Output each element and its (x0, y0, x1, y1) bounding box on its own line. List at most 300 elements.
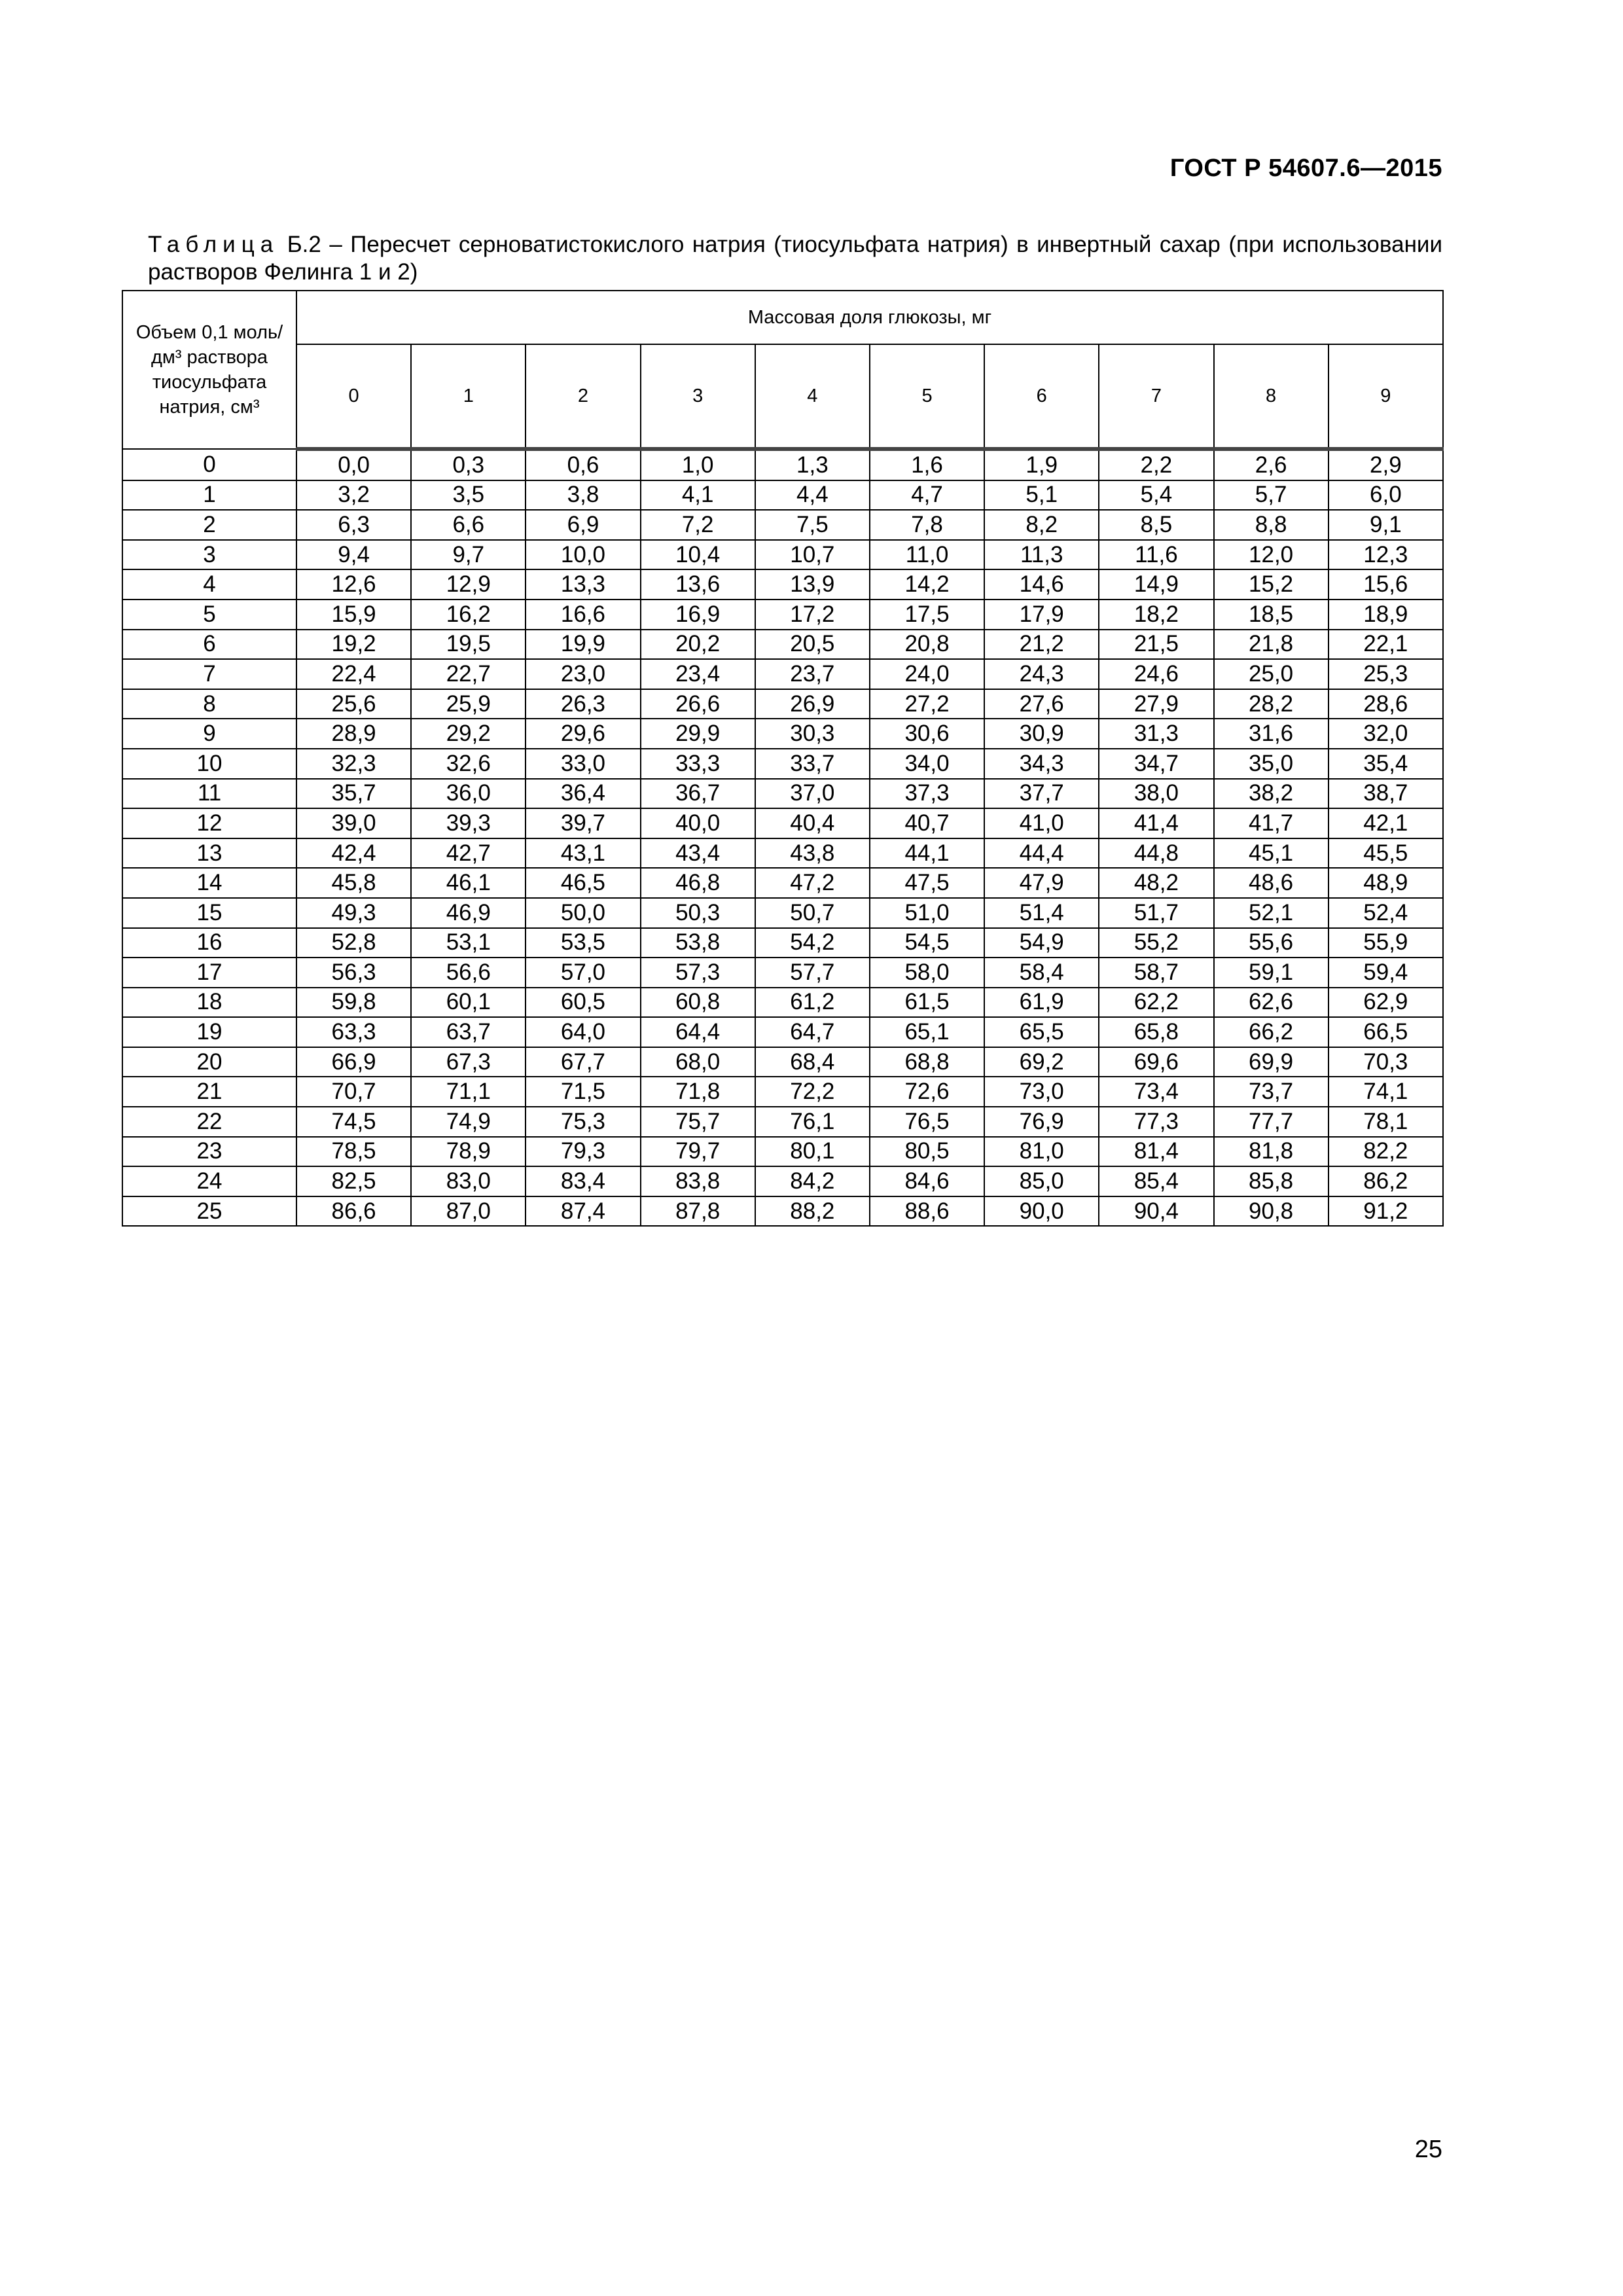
table-cell: 62,2 (1099, 988, 1213, 1018)
table-cell: 28,9 (296, 719, 411, 749)
table-cell: 60,1 (411, 988, 526, 1018)
table-cell: 25,6 (296, 689, 411, 719)
table-cell: 42,1 (1329, 808, 1443, 838)
table-cell: 27,6 (984, 689, 1099, 719)
table-cell: 6,9 (526, 510, 640, 540)
table-row (122, 868, 1443, 898)
row-label: 12 (122, 808, 296, 838)
table-cell: 91,2 (1329, 1196, 1443, 1227)
row-label: 10 (122, 749, 296, 779)
table-cell: 19,5 (411, 630, 526, 660)
row-label: 21 (122, 1077, 296, 1107)
table-cell: 90,0 (984, 1196, 1099, 1227)
row-label: 13 (122, 838, 296, 869)
column-header: 5 (870, 344, 984, 449)
table-cell: 2,2 (1099, 449, 1213, 480)
table-cell: 74,1 (1329, 1077, 1443, 1107)
table-cell: 51,4 (984, 898, 1099, 928)
table-cell: 54,9 (984, 928, 1099, 958)
table-cell: 42,7 (411, 838, 526, 869)
table-cell: 29,2 (411, 719, 526, 749)
table-cell: 26,6 (641, 689, 755, 719)
table-cell: 90,4 (1099, 1196, 1213, 1227)
table-row (122, 838, 1443, 869)
table-cell: 37,0 (755, 779, 870, 809)
table-cell: 85,8 (1214, 1166, 1329, 1196)
table-cell: 44,8 (1099, 838, 1213, 869)
table-cell: 11,6 (1099, 540, 1213, 570)
table-row (122, 1017, 1443, 1047)
table-cell: 27,9 (1099, 689, 1213, 719)
table-cell: 41,7 (1214, 808, 1329, 838)
table-cell: 1,0 (641, 449, 755, 480)
table-cell: 50,7 (755, 898, 870, 928)
table-cell: 49,3 (296, 898, 411, 928)
table-cell: 32,3 (296, 749, 411, 779)
table-cell: 13,3 (526, 569, 640, 600)
table-row (122, 600, 1443, 630)
table-cell: 71,1 (411, 1077, 526, 1107)
column-header: 9 (1329, 344, 1443, 449)
table-cell: 80,5 (870, 1137, 984, 1167)
table-cell: 76,1 (755, 1107, 870, 1137)
table-cell: 3,2 (296, 480, 411, 511)
table-cell: 66,9 (296, 1047, 411, 1077)
table-cell: 48,6 (1214, 868, 1329, 898)
table-cell: 14,6 (984, 569, 1099, 600)
table-cell: 88,6 (870, 1196, 984, 1227)
table-cell: 53,5 (526, 928, 640, 958)
table-cell: 55,6 (1214, 928, 1329, 958)
table-cell: 39,3 (411, 808, 526, 838)
column-header: 2 (526, 344, 640, 449)
table-cell: 13,9 (755, 569, 870, 600)
table-cell: 22,1 (1329, 630, 1443, 660)
table-cell: 85,4 (1099, 1166, 1213, 1196)
table-cell: 78,5 (296, 1137, 411, 1167)
table-cell: 67,3 (411, 1047, 526, 1077)
table-cell: 65,1 (870, 1017, 984, 1047)
table-cell: 7,5 (755, 510, 870, 540)
table-cell: 87,4 (526, 1196, 640, 1227)
table-cell: 7,2 (641, 510, 755, 540)
table-cell: 43,1 (526, 838, 640, 869)
table-row (122, 659, 1443, 689)
table-cell: 15,9 (296, 600, 411, 630)
table-cell: 40,7 (870, 808, 984, 838)
table-cell: 70,3 (1329, 1047, 1443, 1077)
table-cell: 15,6 (1329, 569, 1443, 600)
table-cell: 4,7 (870, 480, 984, 511)
table-cell: 60,8 (641, 988, 755, 1018)
table-cell: 83,8 (641, 1166, 755, 1196)
table-cell: 45,1 (1214, 838, 1329, 869)
table-cell: 61,5 (870, 988, 984, 1018)
table-cell: 64,4 (641, 1017, 755, 1047)
row-label: 17 (122, 958, 296, 988)
table-cell: 17,2 (755, 600, 870, 630)
table-cell: 45,5 (1329, 838, 1443, 869)
table-cell: 54,5 (870, 928, 984, 958)
table-cell: 69,6 (1099, 1047, 1213, 1077)
table-cell: 39,7 (526, 808, 640, 838)
table-cell: 71,5 (526, 1077, 640, 1107)
table-row (122, 779, 1443, 809)
table-cell: 32,6 (411, 749, 526, 779)
table-cell: 24,6 (1099, 659, 1213, 689)
table-cell: 10,0 (526, 540, 640, 570)
column-header: 1 (411, 344, 526, 449)
group-header: Массовая доля глюкозы, мг (296, 291, 1443, 344)
table-cell: 77,3 (1099, 1107, 1213, 1137)
table-cell: 25,3 (1329, 659, 1443, 689)
table-cell: 57,7 (755, 958, 870, 988)
table-cell: 18,2 (1099, 600, 1213, 630)
table-cell: 74,9 (411, 1107, 526, 1137)
table-cell: 6,0 (1329, 480, 1443, 511)
table-cell: 62,9 (1329, 988, 1443, 1018)
table-row (122, 630, 1443, 660)
table-cell: 60,5 (526, 988, 640, 1018)
table-cell: 10,4 (641, 540, 755, 570)
row-label: 18 (122, 988, 296, 1018)
table-cell: 73,0 (984, 1077, 1099, 1107)
row-label: 11 (122, 779, 296, 809)
row-label: 0 (122, 449, 296, 480)
table-cell: 63,3 (296, 1017, 411, 1047)
table-cell: 30,6 (870, 719, 984, 749)
table-row (122, 958, 1443, 988)
table-cell: 6,3 (296, 510, 411, 540)
table-cell: 64,0 (526, 1017, 640, 1047)
table-cell: 28,2 (1214, 689, 1329, 719)
table-row (122, 808, 1443, 838)
table-cell: 11,3 (984, 540, 1099, 570)
table-cell: 81,4 (1099, 1137, 1213, 1167)
table-cell: 67,7 (526, 1047, 640, 1077)
table-cell: 68,0 (641, 1047, 755, 1077)
table-cell: 3,8 (526, 480, 640, 511)
table-cell: 0,3 (411, 449, 526, 480)
table-cell: 43,8 (755, 838, 870, 869)
table-cell: 33,0 (526, 749, 640, 779)
table-cell: 62,6 (1214, 988, 1329, 1018)
table-cell: 57,0 (526, 958, 640, 988)
table-cell: 4,4 (755, 480, 870, 511)
table-cell: 53,8 (641, 928, 755, 958)
table-cell: 8,2 (984, 510, 1099, 540)
table-cell: 21,2 (984, 630, 1099, 660)
table-row (122, 1107, 1443, 1137)
table-cell: 46,8 (641, 868, 755, 898)
table-cell: 76,9 (984, 1107, 1099, 1137)
table-cell: 14,2 (870, 569, 984, 600)
table-cell: 66,5 (1329, 1017, 1443, 1047)
row-label: 3 (122, 540, 296, 570)
table-cell: 7,8 (870, 510, 984, 540)
table-row (122, 719, 1443, 749)
table-cell: 68,8 (870, 1047, 984, 1077)
table-cell: 12,6 (296, 569, 411, 600)
column-header: 6 (984, 344, 1099, 449)
table-cell: 38,0 (1099, 779, 1213, 809)
row-label: 23 (122, 1137, 296, 1167)
table-cell: 18,5 (1214, 600, 1329, 630)
row-label: 20 (122, 1047, 296, 1077)
table-cell: 5,7 (1214, 480, 1329, 511)
table-cell: 46,5 (526, 868, 640, 898)
table-cell: 35,0 (1214, 749, 1329, 779)
table-cell: 5,4 (1099, 480, 1213, 511)
table-cell: 1,3 (755, 449, 870, 480)
table-cell: 12,0 (1214, 540, 1329, 570)
table-cell: 73,7 (1214, 1077, 1329, 1107)
table-cell: 35,4 (1329, 749, 1443, 779)
table-body (122, 449, 1443, 1226)
table-cell: 40,0 (641, 808, 755, 838)
table-cell: 38,7 (1329, 779, 1443, 809)
table-cell: 46,9 (411, 898, 526, 928)
table-cell: 37,3 (870, 779, 984, 809)
table-cell: 36,4 (526, 779, 640, 809)
table-cell: 87,8 (641, 1196, 755, 1227)
table-cell: 23,4 (641, 659, 755, 689)
table-cell: 17,5 (870, 600, 984, 630)
table-cell: 30,3 (755, 719, 870, 749)
table-cell: 24,3 (984, 659, 1099, 689)
table-cell: 21,5 (1099, 630, 1213, 660)
column-header: 4 (755, 344, 870, 449)
table-cell: 8,5 (1099, 510, 1213, 540)
table-row (122, 1166, 1443, 1196)
table-cell: 31,3 (1099, 719, 1213, 749)
table-row (122, 1196, 1443, 1227)
column-header-row (122, 344, 1443, 449)
table-cell: 20,8 (870, 630, 984, 660)
table-cell: 84,6 (870, 1166, 984, 1196)
page-number: 25 (1414, 2136, 1442, 2163)
table-cell: 16,2 (411, 600, 526, 630)
table-row (122, 749, 1443, 779)
row-label: 2 (122, 510, 296, 540)
table-row (122, 540, 1443, 570)
table-cell: 69,2 (984, 1047, 1099, 1077)
table-caption-label: Таблица (148, 232, 279, 257)
table-cell: 45,8 (296, 868, 411, 898)
table-cell: 66,2 (1214, 1017, 1329, 1047)
table-cell: 25,0 (1214, 659, 1329, 689)
table-cell: 3,5 (411, 480, 526, 511)
table-cell: 34,0 (870, 749, 984, 779)
table-cell: 10,7 (755, 540, 870, 570)
table-cell: 0,0 (296, 449, 411, 480)
table-cell: 52,4 (1329, 898, 1443, 928)
table-cell: 72,2 (755, 1077, 870, 1107)
table-cell: 19,9 (526, 630, 640, 660)
table-cell: 78,1 (1329, 1107, 1443, 1137)
table-cell: 21,8 (1214, 630, 1329, 660)
table-caption-text: Б.2 – Пересчет серноватистокислого натрия (тиосульфата натрия) в инвертный сахар (при использовании растворов Фелинга 1 и 2) (148, 232, 1442, 285)
table-cell: 20,2 (641, 630, 755, 660)
table-cell: 24,0 (870, 659, 984, 689)
table-cell: 79,7 (641, 1137, 755, 1167)
table-cell: 54,2 (755, 928, 870, 958)
table-cell: 42,4 (296, 838, 411, 869)
table-cell: 51,0 (870, 898, 984, 928)
table-cell: 5,1 (984, 480, 1099, 511)
table-cell: 65,8 (1099, 1017, 1213, 1047)
table-cell: 59,8 (296, 988, 411, 1018)
table-cell: 29,6 (526, 719, 640, 749)
table-row (122, 1137, 1443, 1167)
table-cell: 55,9 (1329, 928, 1443, 958)
table-cell: 81,0 (984, 1137, 1099, 1167)
table-cell: 77,7 (1214, 1107, 1329, 1137)
table-cell: 44,1 (870, 838, 984, 869)
table-cell: 36,7 (641, 779, 755, 809)
table-row (122, 689, 1443, 719)
table-cell: 14,9 (1099, 569, 1213, 600)
table-cell: 58,4 (984, 958, 1099, 988)
table-cell: 83,0 (411, 1166, 526, 1196)
table-cell: 9,7 (411, 540, 526, 570)
table-row (122, 510, 1443, 540)
document-id-header: ГОСТ Р 54607.6—2015 (1169, 154, 1442, 182)
table-row (122, 928, 1443, 958)
row-label: 22 (122, 1107, 296, 1137)
table-cell: 9,1 (1329, 510, 1443, 540)
table-cell: 0,6 (526, 449, 640, 480)
table-cell: 12,9 (411, 569, 526, 600)
table-cell: 36,0 (411, 779, 526, 809)
row-label: 16 (122, 928, 296, 958)
table-cell: 2,6 (1214, 449, 1329, 480)
table-row (122, 988, 1443, 1018)
table-cell: 20,5 (755, 630, 870, 660)
table-cell: 22,4 (296, 659, 411, 689)
table-cell: 16,6 (526, 600, 640, 630)
table-cell: 41,4 (1099, 808, 1213, 838)
table-cell: 87,0 (411, 1196, 526, 1227)
table-cell: 4,1 (641, 480, 755, 511)
table-cell: 29,9 (641, 719, 755, 749)
column-header: 3 (641, 344, 755, 449)
table-cell: 34,7 (1099, 749, 1213, 779)
row-label: 6 (122, 630, 296, 660)
table-cell: 6,6 (411, 510, 526, 540)
table-cell: 58,0 (870, 958, 984, 988)
table-cell: 43,4 (641, 838, 755, 869)
table-row (122, 480, 1443, 511)
table-cell: 55,2 (1099, 928, 1213, 958)
table-cell: 11,0 (870, 540, 984, 570)
table-cell: 61,2 (755, 988, 870, 1018)
table-cell: 81,8 (1214, 1137, 1329, 1167)
table-cell: 8,8 (1214, 510, 1329, 540)
table-row (122, 1077, 1443, 1107)
table-cell: 46,1 (411, 868, 526, 898)
row-label: 24 (122, 1166, 296, 1196)
table-cell: 26,9 (755, 689, 870, 719)
table-cell: 50,0 (526, 898, 640, 928)
table-cell: 68,4 (755, 1047, 870, 1077)
table-caption (148, 231, 1442, 286)
column-header: 0 (296, 344, 411, 449)
table-cell: 26,3 (526, 689, 640, 719)
row-label: 19 (122, 1017, 296, 1047)
row-label: 1 (122, 480, 296, 511)
row-label: 25 (122, 1196, 296, 1227)
table-cell: 52,1 (1214, 898, 1329, 928)
table-cell: 64,7 (755, 1017, 870, 1047)
row-label: 9 (122, 719, 296, 749)
table-row (122, 1047, 1443, 1077)
table-cell: 2,9 (1329, 449, 1443, 480)
table-cell: 33,3 (641, 749, 755, 779)
table-cell: 34,3 (984, 749, 1099, 779)
table-cell: 16,9 (641, 600, 755, 630)
table-row (122, 449, 1443, 480)
column-header: 7 (1099, 344, 1213, 449)
table-cell: 22,7 (411, 659, 526, 689)
table-cell: 27,2 (870, 689, 984, 719)
table-cell: 59,4 (1329, 958, 1443, 988)
table-cell: 23,7 (755, 659, 870, 689)
table-cell: 13,6 (641, 569, 755, 600)
table-cell: 82,5 (296, 1166, 411, 1196)
table-cell: 23,0 (526, 659, 640, 689)
table-cell: 41,0 (984, 808, 1099, 838)
row-label: 5 (122, 600, 296, 630)
table-cell: 73,4 (1099, 1077, 1213, 1107)
table-row (122, 569, 1443, 600)
table-cell: 76,5 (870, 1107, 984, 1137)
table-cell: 31,6 (1214, 719, 1329, 749)
table-cell: 38,2 (1214, 779, 1329, 809)
table-cell: 40,4 (755, 808, 870, 838)
table-cell: 56,3 (296, 958, 411, 988)
table-cell: 50,3 (641, 898, 755, 928)
table-cell: 75,7 (641, 1107, 755, 1137)
table-cell: 69,9 (1214, 1047, 1329, 1077)
table-cell: 15,2 (1214, 569, 1329, 600)
row-label: 4 (122, 569, 296, 600)
table-cell: 70,7 (296, 1077, 411, 1107)
table-cell: 47,5 (870, 868, 984, 898)
table-row (122, 898, 1443, 928)
row-label: 8 (122, 689, 296, 719)
table-cell: 25,9 (411, 689, 526, 719)
table-cell: 56,6 (411, 958, 526, 988)
table-cell: 52,8 (296, 928, 411, 958)
table-cell: 37,7 (984, 779, 1099, 809)
table-cell: 19,2 (296, 630, 411, 660)
table-cell: 65,5 (984, 1017, 1099, 1047)
table-cell: 59,1 (1214, 958, 1329, 988)
table-cell: 44,4 (984, 838, 1099, 869)
column-header: 8 (1214, 344, 1329, 449)
table-cell: 48,9 (1329, 868, 1443, 898)
table-cell: 88,2 (755, 1196, 870, 1227)
row-label: 14 (122, 868, 296, 898)
table-cell: 30,9 (984, 719, 1099, 749)
table-cell: 63,7 (411, 1017, 526, 1047)
table-cell: 78,9 (411, 1137, 526, 1167)
table-cell: 85,0 (984, 1166, 1099, 1196)
table-cell: 86,6 (296, 1196, 411, 1227)
table-cell: 84,2 (755, 1166, 870, 1196)
table-cell: 28,6 (1329, 689, 1443, 719)
